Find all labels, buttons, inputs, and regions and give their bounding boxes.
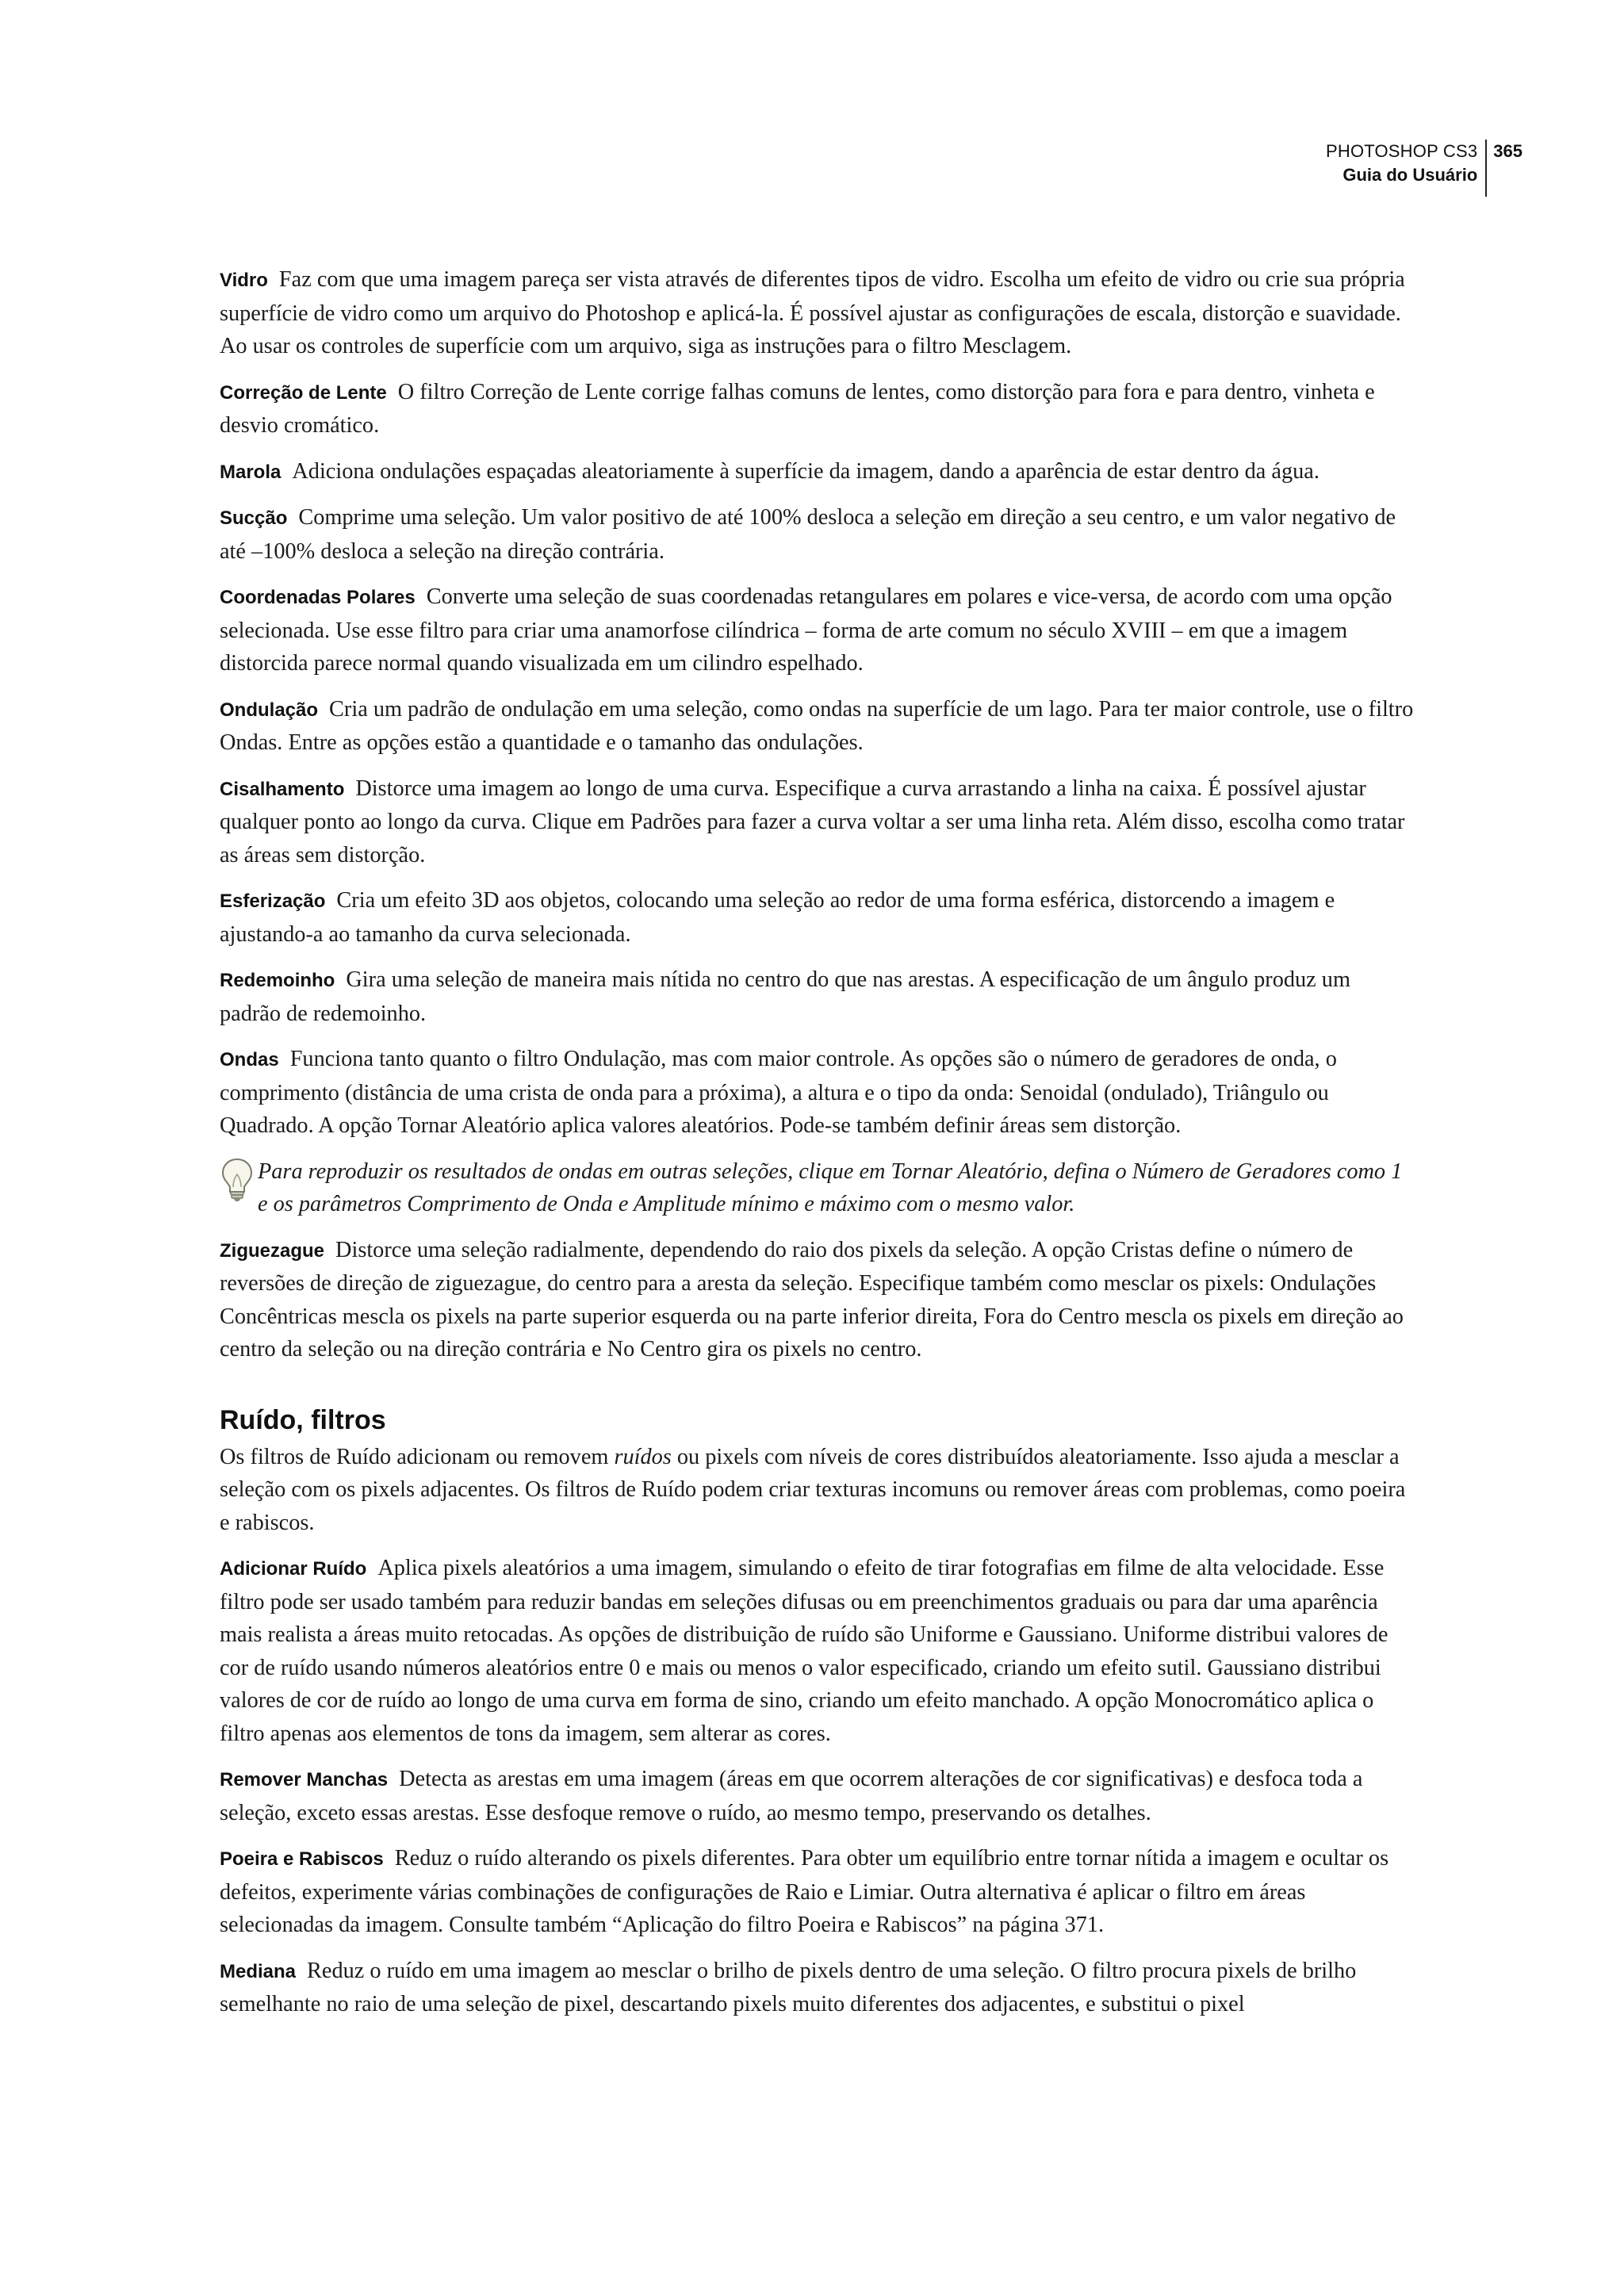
entry-text: Cria um padrão de ondulação em uma seleção, como ondas na superfície de um lago. Para ter maior controle, use o filtro Ondas. Entre as opções estão a quantidade e o tamanho das ondulações. xyxy=(220,696,1414,755)
tip-note xyxy=(220,1155,1415,1221)
entry-text: Faz com que uma imagem pareça ser vista através de diferentes tipos de vidro. Escolha um efeito de vidro ou crie sua própria superfície de vidro como um arquivo do Photoshop e aplicá-la. É possível ajustar as configurações de escala, distorção e suavidade. Ao usar os controles de superfície com um arquivo, siga as instruções para o filtro Mesclagem. xyxy=(220,267,1405,358)
intro-emphasis: ruídos xyxy=(614,1444,672,1469)
entry-succao xyxy=(220,501,1415,568)
entry-term: Ziguezague xyxy=(220,1239,325,1262)
intro-text-end: ou pixels com níveis de cores distribuídos aleatoriamente. Isso ajuda a mesclar a seleção com os pixels adjacentes. Os filtros de Ruído podem criar texturas incomuns ou remover áreas com problemas, como poeira e rabiscos. xyxy=(220,1444,1406,1535)
entry-esferizacao xyxy=(220,884,1415,951)
entry-cisalhamento xyxy=(220,772,1415,872)
entry-correcao-de-lente xyxy=(220,376,1415,442)
entry-text: Distorce uma seleção radialmente, dependendo do raio dos pixels da seleção. A opção Cristas define o número de reversões de direção de ziguezague, do centro para a aresta da seleção. Especifique também como mesclar os pixels: Ondulações Concêntricas mescla os pixels na parte superior esquerda ou na parte inferior direita, Fora do Centro mescla os pixels em direção ao centro da seleção ou na direção contrária e No Centro gira os pixels no centro. xyxy=(220,1237,1404,1361)
page-content xyxy=(220,263,1415,2034)
entry-marola xyxy=(220,455,1415,489)
entry-adicionar-ruido xyxy=(220,1552,1415,1750)
intro-text-start: Os filtros de Ruído adicionam ou removem xyxy=(220,1444,615,1469)
section-intro xyxy=(220,1441,1415,1540)
entry-poeira-e-rabiscos xyxy=(220,1842,1415,1942)
entry-term: Redemoinho xyxy=(220,970,335,991)
entry-text: Distorce uma imagem ao longo de uma curva. Especifique a curva arrastando a linha na caixa. É possível ajustar qualquer ponto ao longo da curva. Clique em Padrões para fazer a curva voltar a ser uma linha reta. Além disso, escolha como tratar as áreas sem distorção. xyxy=(220,776,1405,867)
entry-text: Converte uma seleção de suas coordenadas retangulares em polares e vice-versa, de acordo com uma opção selecionada. Use esse filtro para criar uma anamorfose cilíndrica – forma de arte comum no século XVIII – em que a imagem distorcida parece normal quando visualizada em um cilindro espelhado. xyxy=(220,584,1392,676)
tip-text: Para reproduzir os resultados de ondas em outras seleções, clique em Tornar Aleatório, defina o Número de Geradores como 1 e os parâmetros Comprimento de Onda e Amplitude mínimo e máximo com o mesmo valor. xyxy=(258,1158,1403,1216)
entry-coordenadas-polares xyxy=(220,580,1415,680)
entry-term: Sucção xyxy=(220,507,288,529)
entry-term: Esferização xyxy=(220,890,326,912)
entry-term: Mediana xyxy=(220,1960,297,1982)
entry-term: Adicionar Ruído xyxy=(220,1558,367,1580)
entry-vidro xyxy=(220,263,1415,363)
entry-text: Aplica pixels aleatórios a uma imagem, simulando o efeito de tirar fotografias em filme de alta velocidade. Esse filtro pode ser usado também para reduzir bandas em seleções difusas ou em preenchimentos graduais ou para dar uma aparência mais realista a áreas muito retocadas. As opções de distribuição de ruído são Uniforme e Gaussiano. Uniforme distribui valores de cor de ruído usando números aleatórios entre 0 e mais ou menos o valor especificado, criando um efeito sutil. Gaussiano distribui valores de cor de ruído ao longo de uma curva em forma de sino, criando um efeito manchado. A opção Monocromático aplica o filtro apenas aos elementos de tons da imagem, sem alterar as cores. xyxy=(220,1556,1388,1746)
running-header-text xyxy=(1326,140,1485,187)
section-heading: Ruído, filtros xyxy=(220,1404,386,1435)
running-header xyxy=(1326,140,1522,197)
entry-ondulacao xyxy=(220,693,1415,760)
entry-text: Reduz o ruído alterando os pixels diferentes. Para obter um equilíbrio entre tornar nítida a imagem e ocultar os defeitos, experimente várias combinações de configurações de Raio e Limiar. Outra alternativa é aplicar o filtro em áreas selecionadas da imagem. Consulte também “Aplicação do filtro Poeira e Rabiscos” na página 371. xyxy=(220,1846,1389,1937)
entry-ondas xyxy=(220,1043,1415,1143)
entry-term: Correção de Lente xyxy=(220,381,387,404)
entry-text: Adiciona ondulações espaçadas aleatoriamente à superfície da imagem, dando a aparência de estar dentro da água. xyxy=(292,458,1320,484)
entry-text: Detecta as arestas em uma imagem (áreas em que ocorrem alterações de cor significativas) e desfoca toda a seleção, exceto essas arestas. Esse desfoque remove o ruído, ao mesmo tempo, preservando os detalhes. xyxy=(220,1767,1363,1825)
entry-term: Ondas xyxy=(220,1049,279,1070)
entry-term: Cisalhamento xyxy=(220,778,345,800)
entry-term: Marola xyxy=(220,461,282,483)
entry-term: Vidro xyxy=(220,270,268,291)
entry-text: Comprime uma seleção. Um valor positivo de até 100% desloca a seleção em direção a seu centro, e um valor negativo de até –100% desloca a seleção na direção contrária. xyxy=(220,505,1396,564)
entry-text: Reduz o ruído em uma imagem ao mesclar o brilho de pixels dentro de uma seleção. O filtro procura pixels de brilho semelhante no raio de uma seleção de pixel, descartando pixels muito diferentes dos adjacentes, e substitui o pixel xyxy=(220,1958,1357,2016)
entry-text: Funciona tanto quanto o filtro Ondulação, mas com maior controle. As opções são o número de geradores de onda, o comprimento (distância de uma crista de onda para a próxima), a altura e o tipo da onda: Senoidal (ondulado), Triângulo ou Quadrado. A opção Tornar Aleatório aplica valores aleatórios. Pode-se também definir áreas sem distorção. xyxy=(220,1047,1337,1138)
entry-text: O filtro Correção de Lente corrige falhas comuns de lentes, como distorção para fora e para dentro, vinheta e desvio cromático. xyxy=(220,379,1375,438)
page-number: 365 xyxy=(1493,141,1522,161)
entry-ziguezague xyxy=(220,1234,1415,1366)
guide-title: Guia do Usuário xyxy=(1342,165,1478,185)
entry-term: Poeira e Rabiscos xyxy=(220,1848,384,1870)
entry-text: Gira uma seleção de maneira mais nítida no centro do que nas arestas. A especificação de um ângulo produz um padrão de redemoinho. xyxy=(220,967,1350,1026)
entry-mediana xyxy=(220,1955,1415,2021)
lightbulb-icon xyxy=(220,1157,255,1203)
product-title: PHOTOSHOP CS3 xyxy=(1325,141,1478,161)
entry-text: Cria um efeito 3D aos objetos, colocando uma seleção ao redor de uma forma esférica, distorcendo a imagem e ajustando-a ao tamanho da curva selecionada. xyxy=(220,888,1335,947)
entry-redemoinho xyxy=(220,963,1415,1030)
entry-remover-manchas xyxy=(220,1763,1415,1829)
entry-term: Coordenadas Polares xyxy=(220,587,416,608)
entry-term: Remover Manchas xyxy=(220,1769,389,1790)
entry-term: Ondulação xyxy=(220,699,319,721)
